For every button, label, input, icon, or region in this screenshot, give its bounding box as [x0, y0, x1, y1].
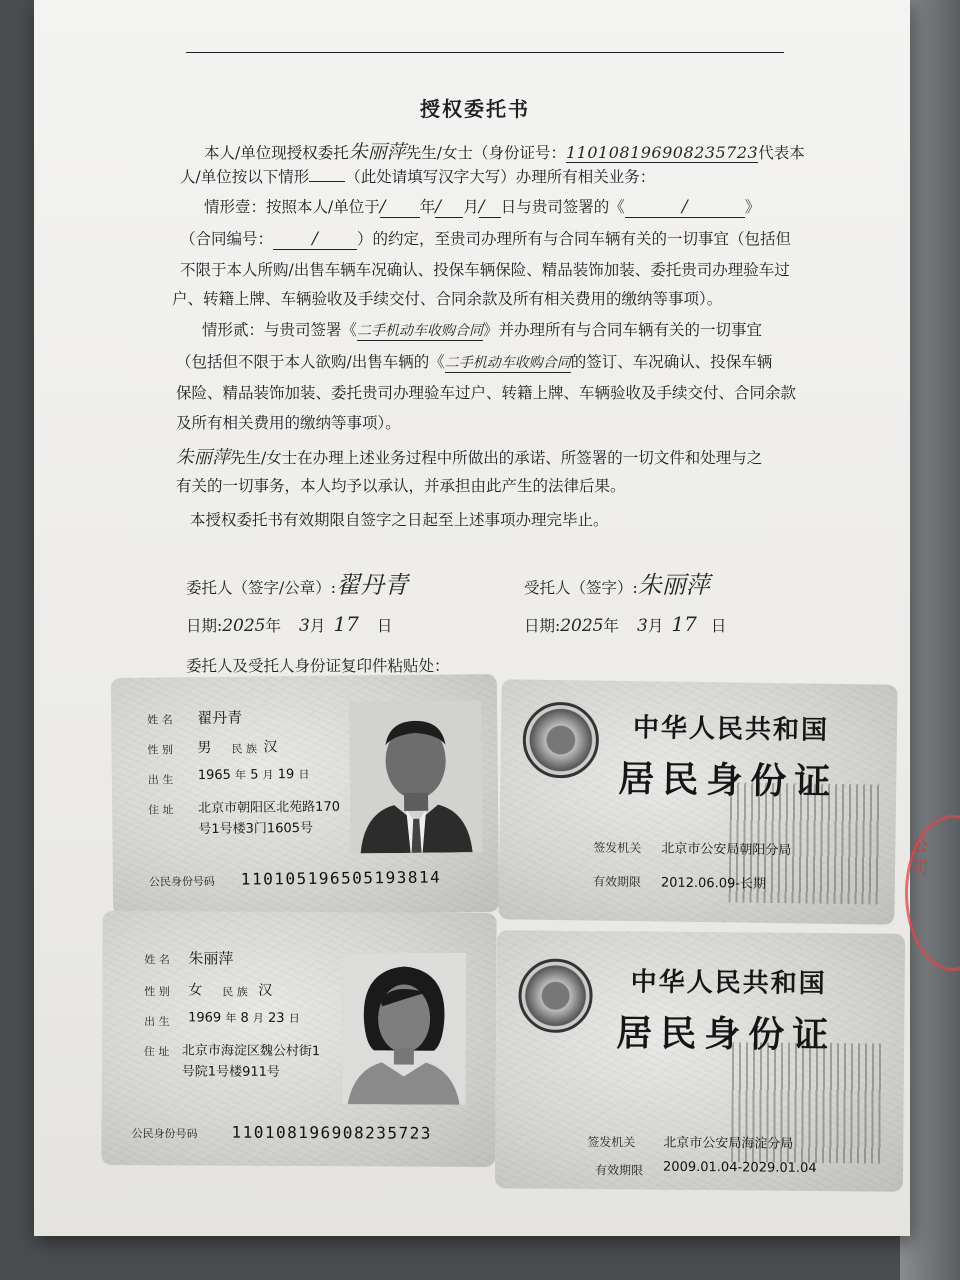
card1-birth: 1965 年 5 月 19 日	[197, 767, 310, 784]
agent-id-handwritten: 110108196908235723	[565, 143, 759, 162]
paragraph-3-line-1: 朱丽萍先生/女士在办理上述业务过程中所做出的承诺、所签署的一切文件和处理与之	[176, 447, 763, 468]
agent-signature-row: 受托人（签字）:朱丽萍	[524, 571, 710, 599]
card2-doc-type: 居民身份证	[616, 1012, 837, 1057]
document-title: 授权委托书	[420, 97, 530, 121]
case-1-line-1: 情形壹：按照本人/单位于/ 年/ 月/ 日与贵司签署的《 / 》	[204, 197, 761, 217]
card1-doc-type: 居民身份证	[618, 757, 839, 803]
card2-id-number: 110108196908235723	[231, 1122, 432, 1143]
card2-country: 中华人民共和国	[630, 967, 827, 1000]
card2-photo	[342, 952, 467, 1105]
agent-signature: 朱丽萍	[637, 571, 710, 599]
case-2-line-3: 保险、精品装饰加装、委托贵司办理验车过户、转籍上牌、车辆验收及手续交付、合同余款	[176, 384, 797, 402]
card1-name: 翟丹青	[197, 708, 243, 728]
principal-date: 日期:2025年 3月 17 日	[186, 612, 393, 636]
paragraph-1-line-1: 本人/单位现授权委托朱丽萍先生/女士（身份证号：110108196908235723代表本	[204, 141, 805, 163]
card2-validity: 2009.01.04-2029.01.04	[663, 1159, 817, 1177]
case-2-line-1: 情形贰：与贵司签署《二手机动车收购合同》并办理所有与合同车辆有关的一切事宜	[202, 321, 763, 339]
card2-address-line-2: 号院1号楼911号	[181, 1064, 280, 1080]
case-1-line-4: 户、转籍上牌、车辆验收及手续交付、合同余款及所有相关费用的缴纳等事项）。	[172, 290, 723, 308]
id-card-1-front: 姓 名 翟丹青 性 别 男 民 族 汉 出 生 1965 年 5 月 19 日 住 址 北京市朝阳区北苑路170 号1号楼3门1605号 公民身份号码 110105196505193814	[111, 674, 499, 916]
id-card-2-front: 姓 名 朱丽萍 性 别 女 民 族 汉 出 生 1969 年 8 月 23 日 住 址 北京市海淀区魏公村街1 号院1号楼911号 公民身份号码 110108196908235723	[101, 911, 496, 1167]
principal-signature-row: 委托人（签字/公章）:翟丹青	[186, 571, 408, 599]
case-2-line-2: （包括但不限于本人欲购/出售车辆的《二手机动车收购合同的签订、车况确认、投保车辆	[176, 353, 773, 371]
card1-validity: 2012.06.09-长期	[660, 875, 767, 892]
paragraph-4: 本授权委托书有效期限自签字之日起至上述事项办理完毕止。	[190, 511, 609, 529]
principal-signature: 翟丹青	[335, 571, 408, 599]
id-paste-label: 委托人及受托人身份证复印件粘贴处：	[186, 657, 450, 675]
id-card-1-back: 中华人民共和国 居民身份证 签发机关 北京市公安局朝阳分局 有效期限 2012.06.09-长期	[498, 679, 897, 925]
card2-birth: 1969 年 8 月 23 日	[188, 1010, 300, 1026]
agent-date: 日期:2025年 3月 17 日	[524, 612, 727, 636]
id-card-2-back: 中华人民共和国 居民身份证 签发机关 北京市公安局海淀分局 有效期限 2009.01.04-2029.01.04	[495, 930, 905, 1192]
contract-name-handwritten: 二手机动车收购合同	[357, 320, 483, 341]
card1-address-line-2: 号1号楼3门1605号	[198, 820, 314, 838]
card1-issuer: 北京市公安局朝阳分局	[661, 841, 792, 859]
company-seal-text: 公司	[912, 836, 929, 877]
card2-issuer: 北京市公安局海淀分局	[663, 1135, 794, 1152]
paragraph-1-line-2: 人/单位按以下情形 （此处请填写汉字大写）办理所有相关业务：	[180, 168, 656, 186]
case-2-line-4: 及所有相关费用的缴纳等事项）。	[176, 414, 401, 432]
case-1-line-2: （合同编号： / ）的约定，至贵司办理所有与合同车辆有关的一切事宜（包括但	[180, 229, 792, 249]
card1-country: 中华人民共和国	[632, 713, 830, 746]
header-rule	[186, 52, 784, 53]
card1-address-line-1: 北京市朝阳区北苑路170	[198, 799, 341, 817]
card2-name: 朱丽萍	[188, 949, 234, 968]
card1-id-number: 110105196505193814	[240, 867, 442, 889]
national-emblem-icon	[518, 958, 593, 1033]
paragraph-3-line-2: 有关的一切事务，本人均予以承认，并承担由此产生的法律后果。	[176, 477, 626, 495]
case-1-line-3: 不限于本人所购/出售车辆车况确认、投保车辆保险、精品装饰加装、委托贵司办理验车过	[180, 261, 790, 279]
card1-photo	[349, 700, 483, 853]
agent-name-handwritten: 朱丽萍	[348, 141, 406, 163]
card2-address-line-1: 北京市海淀区魏公村街1	[181, 1043, 321, 1060]
